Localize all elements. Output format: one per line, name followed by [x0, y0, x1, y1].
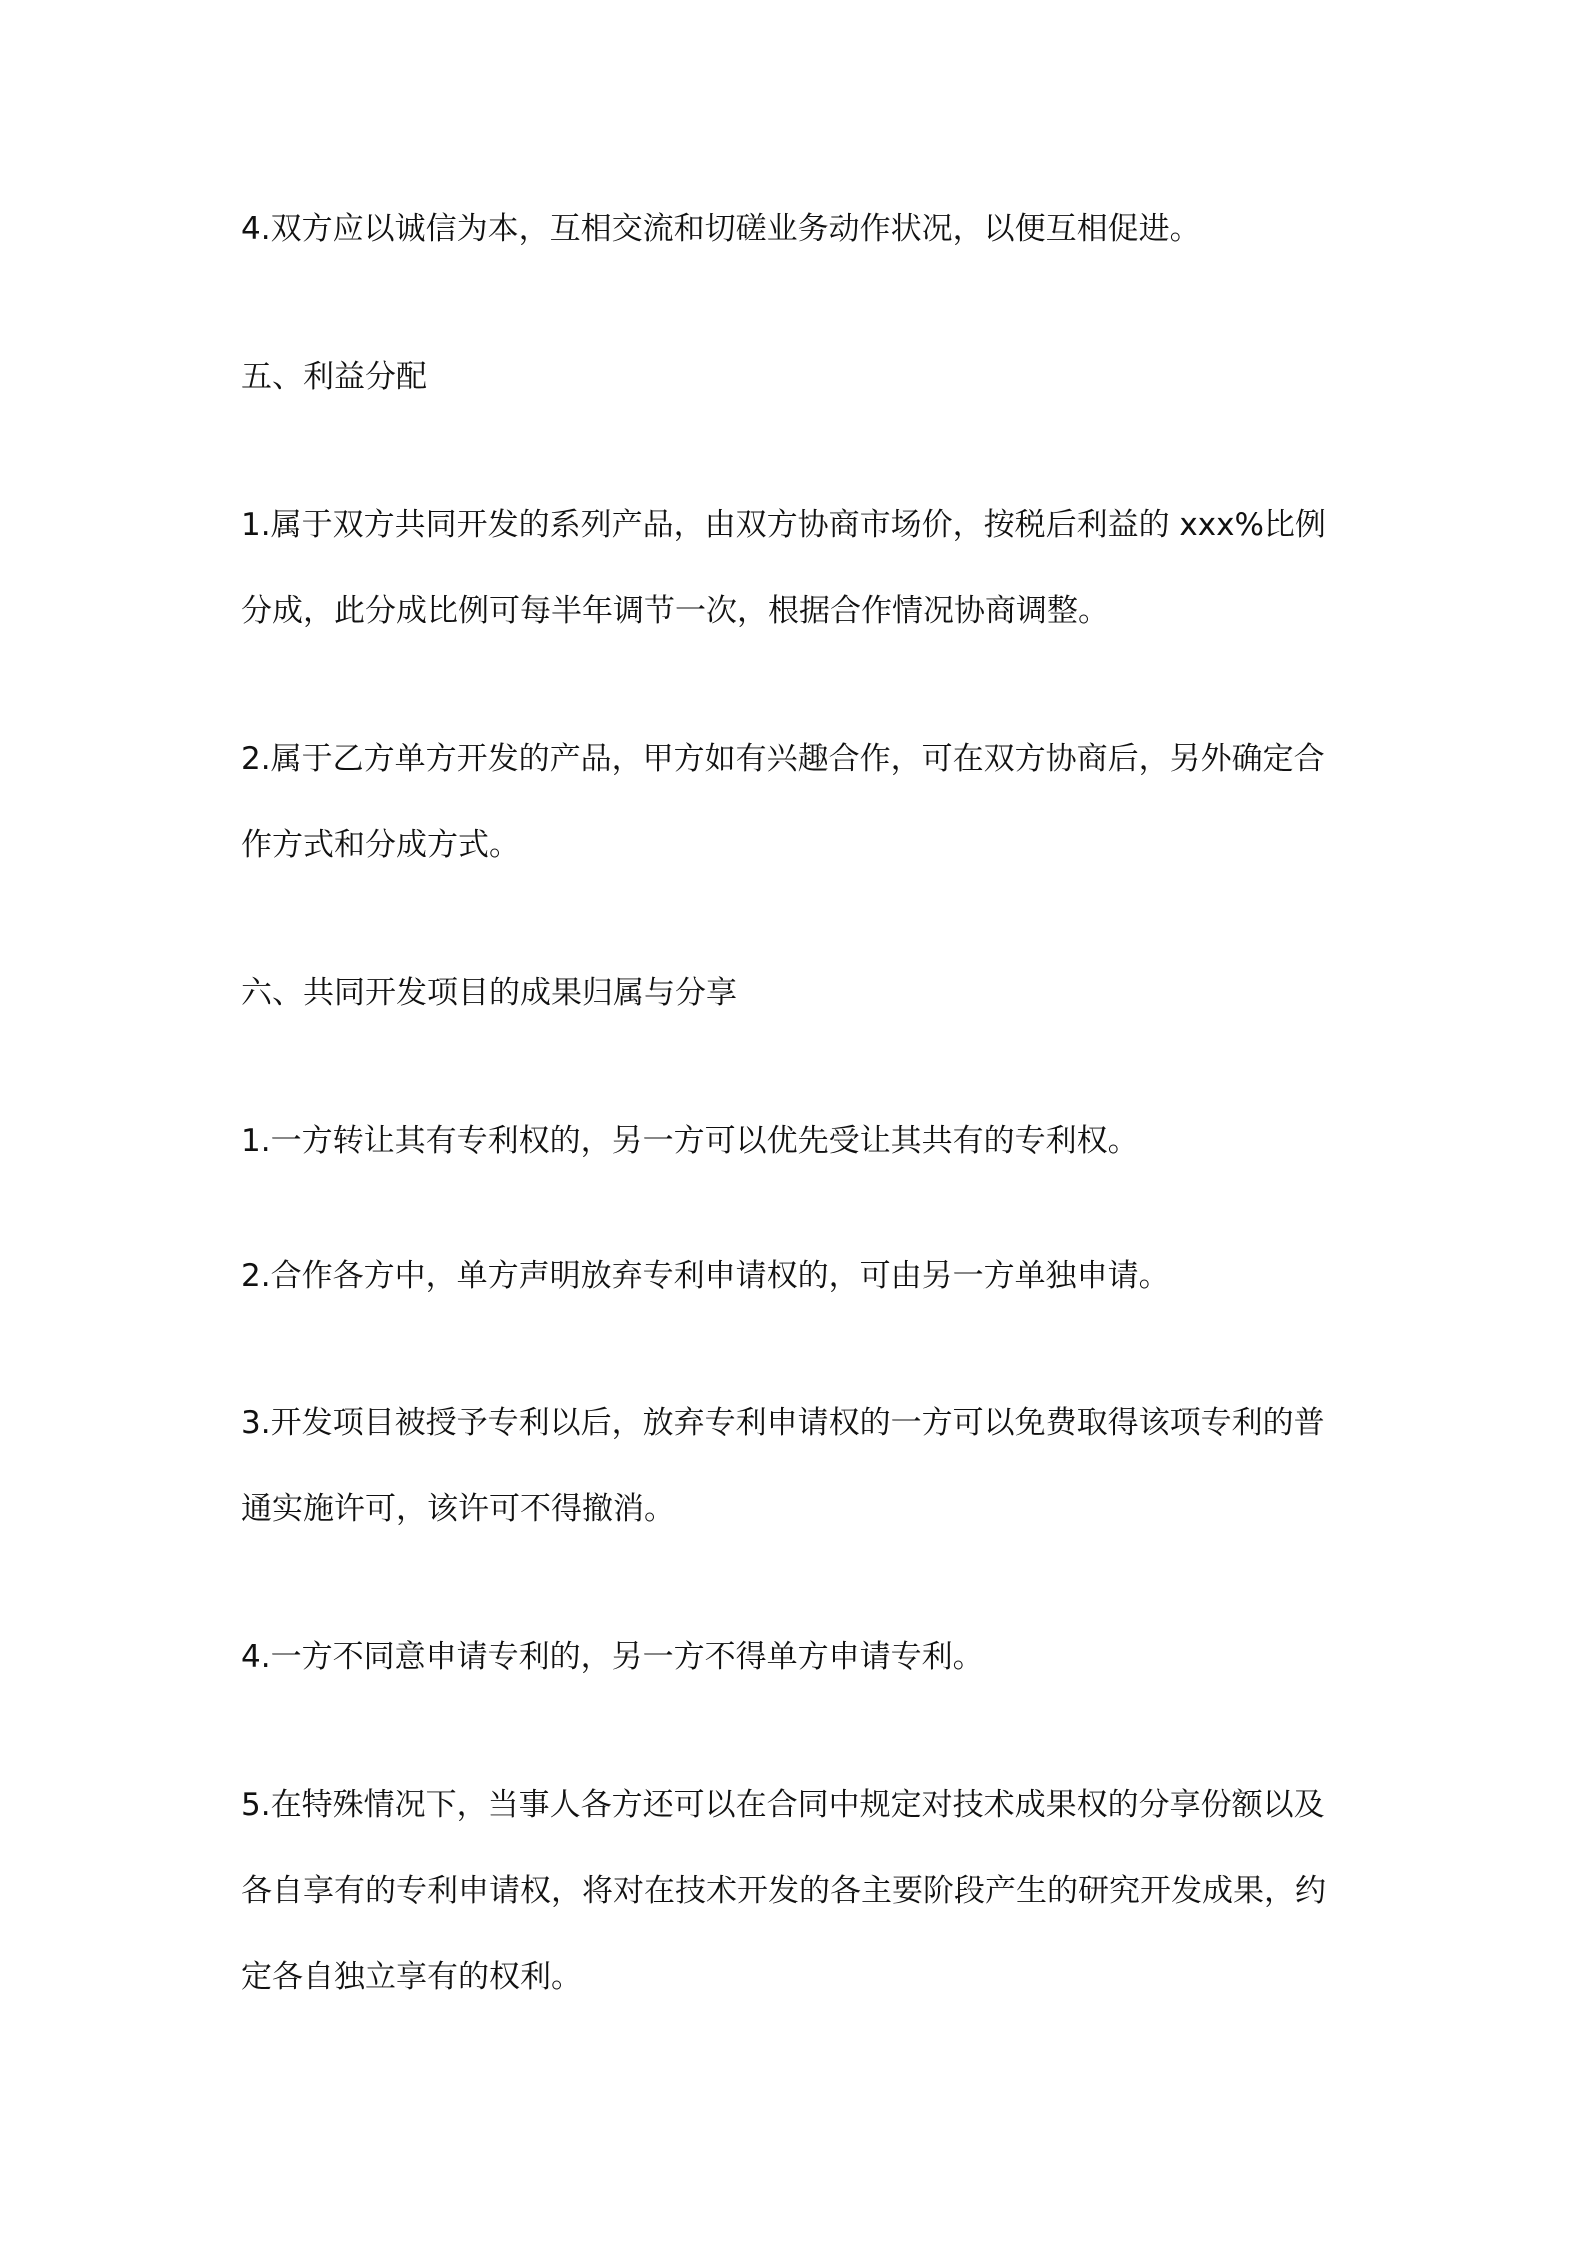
paragraph-line: 3.开发项目被授予专利以后，放弃专利申请权的一方可以免费取得该项专利的普: [241, 1405, 1325, 1441]
paragraph-line: 1.一方转让其有专利权的，另一方可以优先受让其共有的专利权。: [241, 1123, 1139, 1159]
paragraph-line: 作方式和分成方式。: [241, 827, 520, 863]
paragraph-line: 分成，此分成比例可每半年调节一次，根据合作情况协商调整。: [241, 593, 1109, 629]
section-heading: 五、利益分配: [241, 359, 427, 395]
paragraph-line: 2.属于乙方单方开发的产品，甲方如有兴趣合作，可在双方协商后，另外确定合: [241, 741, 1325, 777]
paragraph-line: 定各自独立享有的权利。: [241, 1959, 582, 1995]
paragraph-line: 4.双方应以诚信为本，互相交流和切磋业务动作状况，以便互相促进。: [241, 211, 1201, 247]
paragraph-line: 各自享有的专利申请权，将对在技术开发的各主要阶段产生的研究开发成果，约: [241, 1873, 1326, 1909]
paragraph-line: 1.属于双方共同开发的系列产品，由双方协商市场价，按税后利益的 xxx%比例: [241, 507, 1326, 543]
paragraph-line: 2.合作各方中，单方声明放弃专利申请权的，可由另一方单独申请。: [241, 1258, 1170, 1294]
paragraph-line: 4.一方不同意申请专利的，另一方不得单方申请专利。: [241, 1639, 984, 1675]
paragraph-line: 通实施许可，该许可不得撤消。: [241, 1491, 675, 1527]
paragraph-line: 5.在特殊情况下，当事人各方还可以在合同中规定对技术成果权的分享份额以及: [241, 1787, 1325, 1823]
section-heading: 六、共同开发项目的成果归属与分享: [241, 975, 737, 1011]
